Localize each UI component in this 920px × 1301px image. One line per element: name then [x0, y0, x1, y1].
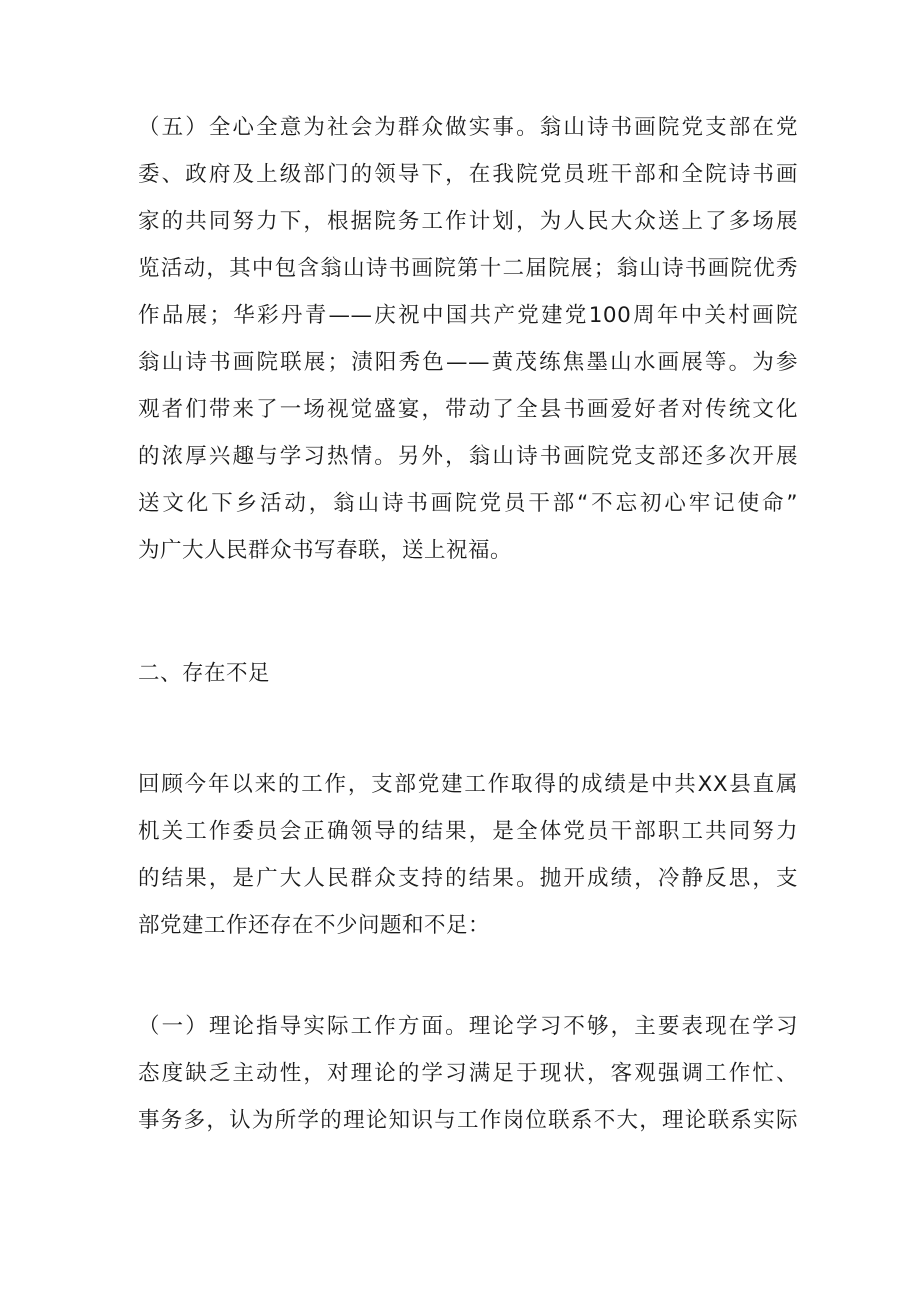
text-line: 态度缺乏主动性，对理论的学习满足于现状，客观强调工作忙、	[138, 1061, 798, 1086]
text-line: 览活动，其中包含翁山诗书画院第十二届院展；翁山诗书画院优秀	[138, 256, 798, 281]
text-line: 事务多，认为所学的理论知识与工作岗位联系不大，理论联系实际	[138, 1108, 798, 1133]
text-line: 部党建工作还存在不少问题和不足：	[138, 913, 491, 938]
paragraph-item-one	[138, 1003, 798, 1144]
text-line: （五）全心全意为社会为群众做实事。翁山诗书画院党支部在党	[138, 115, 798, 140]
paragraph-item-five	[138, 104, 798, 574]
text-line: （一）理论指导实际工作方面。理论学习不够，主要表现在学习	[138, 1014, 798, 1039]
text-line: 翁山诗书画院联展；渍阳秀色——黄茂练焦墨山水画展等。为参	[138, 350, 798, 375]
paragraph-review	[138, 761, 798, 949]
text-line: 的浓厚兴趣与学习热情。另外，翁山诗书画院党支部还多次开展	[138, 444, 798, 469]
text-line: 观者们带来了一场视觉盛宴，带动了全县书画爱好者对传统文化	[138, 397, 798, 422]
text-line: 为广大人民群众书写春联，送上祝福。	[138, 538, 513, 563]
text-line: 机关工作委员会正确领导的结果，是全体党员干部职工共同努力	[138, 819, 798, 844]
text-line: 的结果，是广大人民群众支持的结果。抛开成绩，冷静反思，支	[138, 866, 798, 891]
text-line: 回顾今年以来的工作，支部党建工作取得的成绩是中共XX县直属	[138, 772, 798, 797]
text-line: 委、政府及上级部门的领导下，在我院党员班干部和全院诗书画	[138, 162, 798, 187]
text-line: 作品展；华彩丹青——庆祝中国共产党建党100周年中关村画院	[138, 303, 798, 328]
text-line: 家的共同努力下，根据院务工作计划，为人民大众送上了多场展	[138, 209, 798, 234]
text-line: 送文化下乡活动，翁山诗书画院党员干部“不忘初心牢记使命”	[138, 491, 798, 516]
section-heading: 二、存在不足	[138, 661, 271, 686]
